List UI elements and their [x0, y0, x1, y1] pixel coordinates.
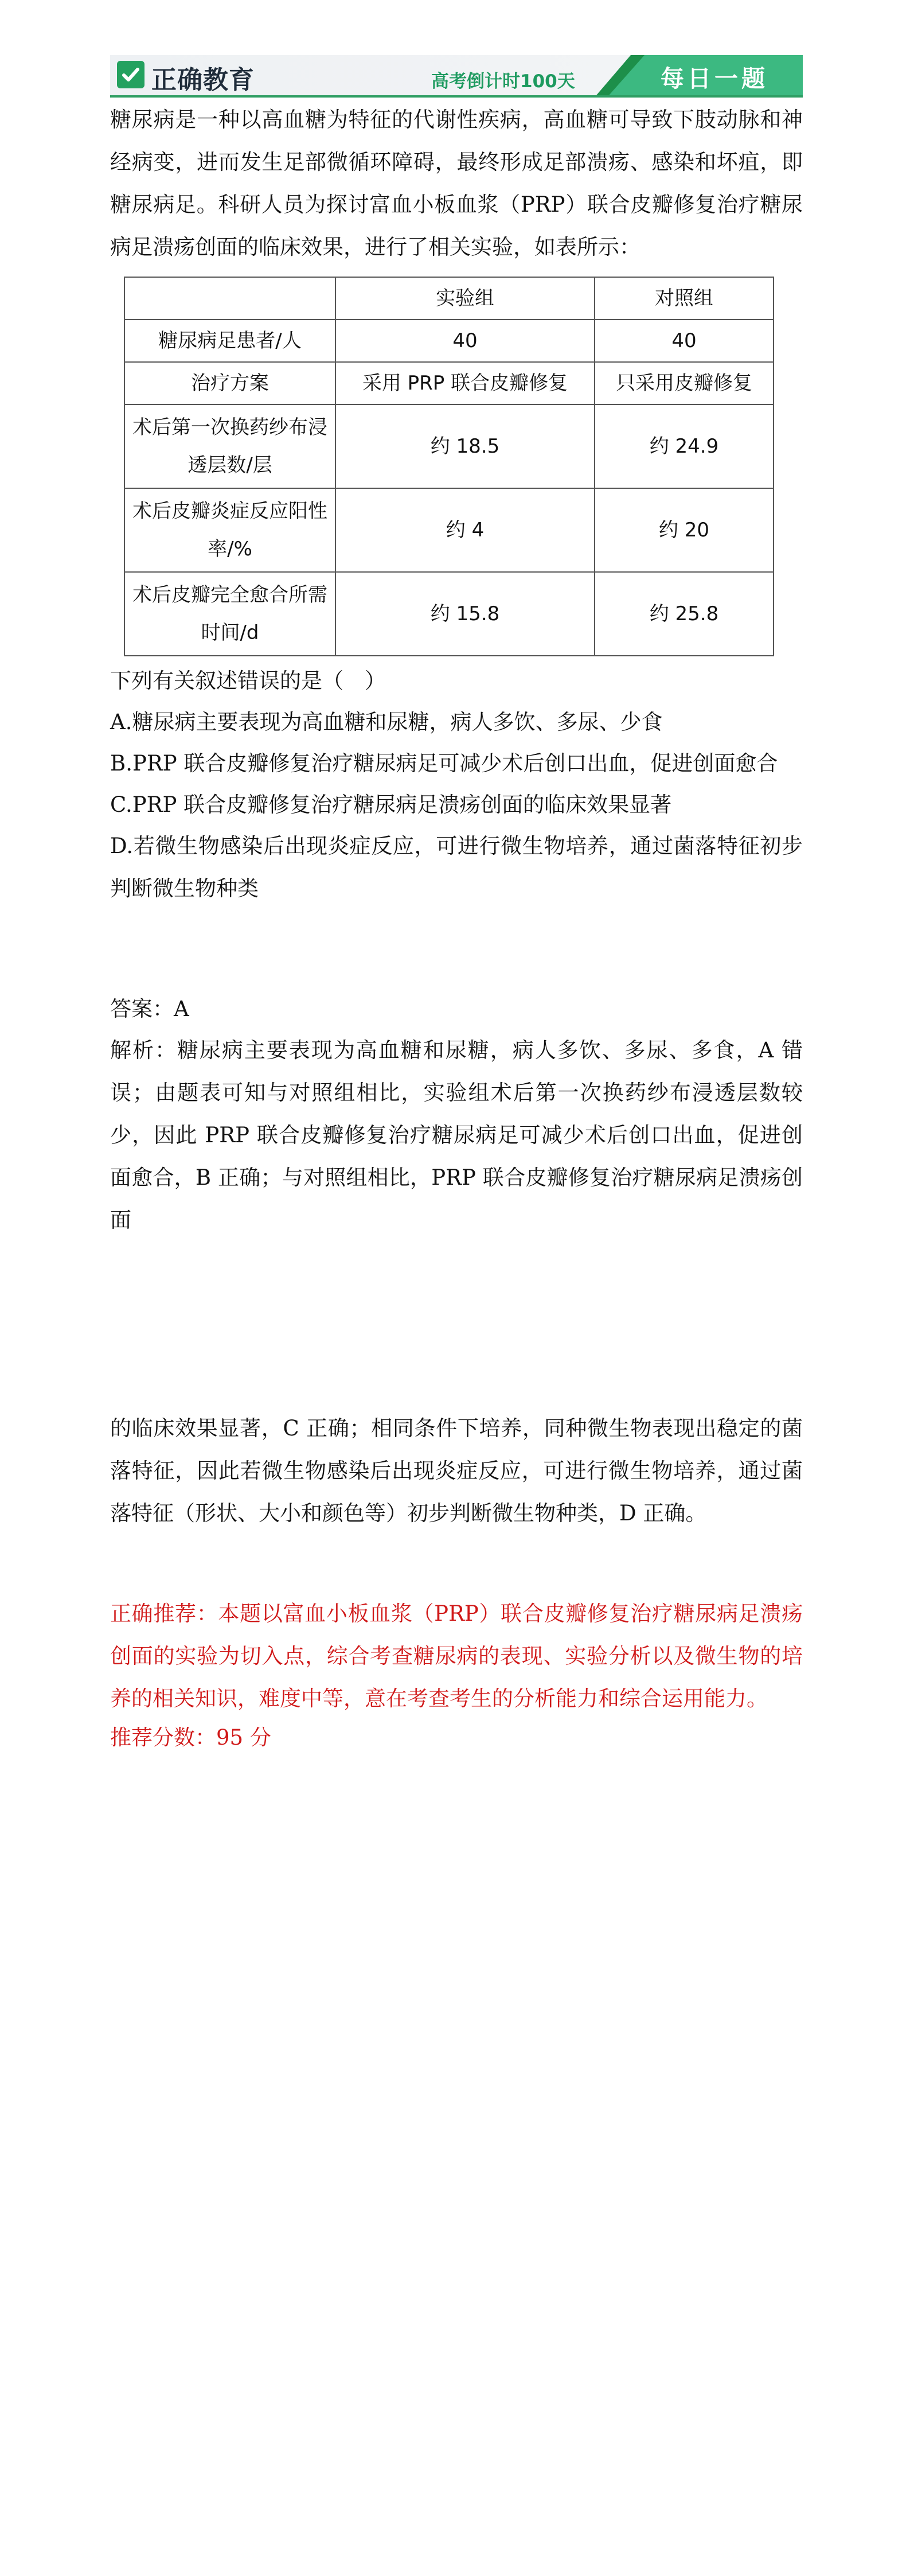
table-cell: 糖尿病足患者/人	[124, 320, 335, 362]
table-cell: 约 18.5	[335, 404, 595, 488]
question-prompt: 下列有关叙述错误的是（ ）	[110, 668, 386, 693]
table-cell: 约 15.8	[335, 572, 595, 656]
table-row	[124, 404, 774, 488]
option-c: C.PRP 联合皮瓣修复治疗糖尿病足溃疡创面的临床效果显著	[110, 792, 672, 817]
question-stem: 糖尿病是一种以高血糖为特征的代谢性疾病，高血糖可导致下肢动脉和神经病变，进而发生足部微循环障碍，最终形成足部溃疡、感染和坏疽，即糖尿病足。科研人员为探讨富血小板血浆（PRP）联合皮瓣修复治疗糖尿病足溃疡创面的临床效果，进行了相关实验，如表所示：	[110, 107, 803, 259]
table-cell: 约 20	[595, 488, 774, 572]
table-row	[124, 320, 774, 362]
table-cell: 40	[595, 320, 774, 362]
daily-tab-label: 每日一题	[661, 65, 768, 92]
option-a: A.糖尿病主要表现为高血糖和尿糖，病人多饮、多尿、少食	[110, 710, 663, 734]
table-cell: 术后第一次换药纱布浸透层数/层	[124, 404, 335, 488]
answer-label: 答案：A	[110, 997, 189, 1021]
table-cell: 采用 PRP 联合皮瓣修复	[335, 362, 595, 404]
table-header-cell: 实验组	[335, 277, 595, 320]
option-d: D.若微生物感染后出现炎症反应，可进行微生物培养，通过菌落特征初步判断微生物种类	[110, 834, 803, 901]
experiment-table	[124, 277, 774, 656]
table-header-cell: 对照组	[595, 277, 774, 320]
analysis-part-1: 解析：糖尿病主要表现为高血糖和尿糖，病人多饮、多尿、多食，A 错误；由题表可知与对照组相比，实验组术后第一次换药纱布浸透层数较少，因此 PRP 联合皮瓣修复治疗糖尿病足可减少术后创口出血，促进创面愈合，B 正确；与对照组相比，PRP 联合皮瓣修复治疗糖尿病足溃疡创面	[110, 1038, 803, 1232]
checkmark-icon	[117, 61, 144, 88]
table-header-cell	[124, 277, 335, 320]
recommendation-score: 推荐分数：95 分	[110, 1725, 271, 1750]
table-cell: 40	[335, 320, 595, 362]
recommendation-text: 正确推荐：本题以富血小板血浆（PRP）联合皮瓣修复治疗糖尿病足溃疡创面的实验为切入点，综合考查糖尿病的表现、实验分析以及微生物的培养的相关知识，难度中等，意在考查考生的分析能力和综合运用能力。	[110, 1601, 803, 1711]
table-row	[124, 572, 774, 656]
exam-countdown: 高考倒计时100天	[431, 71, 575, 92]
table-cell: 约 24.9	[595, 404, 774, 488]
brand-name: 正确教育	[151, 65, 255, 95]
table-cell: 治疗方案	[124, 362, 335, 404]
table-cell: 约 25.8	[595, 572, 774, 656]
header-banner	[110, 55, 803, 98]
table-row	[124, 488, 774, 572]
table-cell: 术后皮瓣炎症反应阳性率/%	[124, 488, 335, 572]
table-header-row	[124, 277, 774, 320]
option-b: B.PRP 联合皮瓣修复治疗糖尿病足可减少术后创口出血，促进创面愈合	[110, 751, 778, 776]
table-cell: 约 4	[335, 488, 595, 572]
analysis-part-2: 的临床效果显著，C 正确；相同条件下培养，同种微生物表现出稳定的菌落特征，因此若微生物感染后出现炎症反应，可进行微生物培养，通过菌落特征（形状、大小和颜色等）初步判断微生物种类，D 正确。	[110, 1416, 803, 1526]
table-cell: 只采用皮瓣修复	[595, 362, 774, 404]
table-cell: 术后皮瓣完全愈合所需时间/d	[124, 572, 335, 656]
table-row	[124, 362, 774, 404]
